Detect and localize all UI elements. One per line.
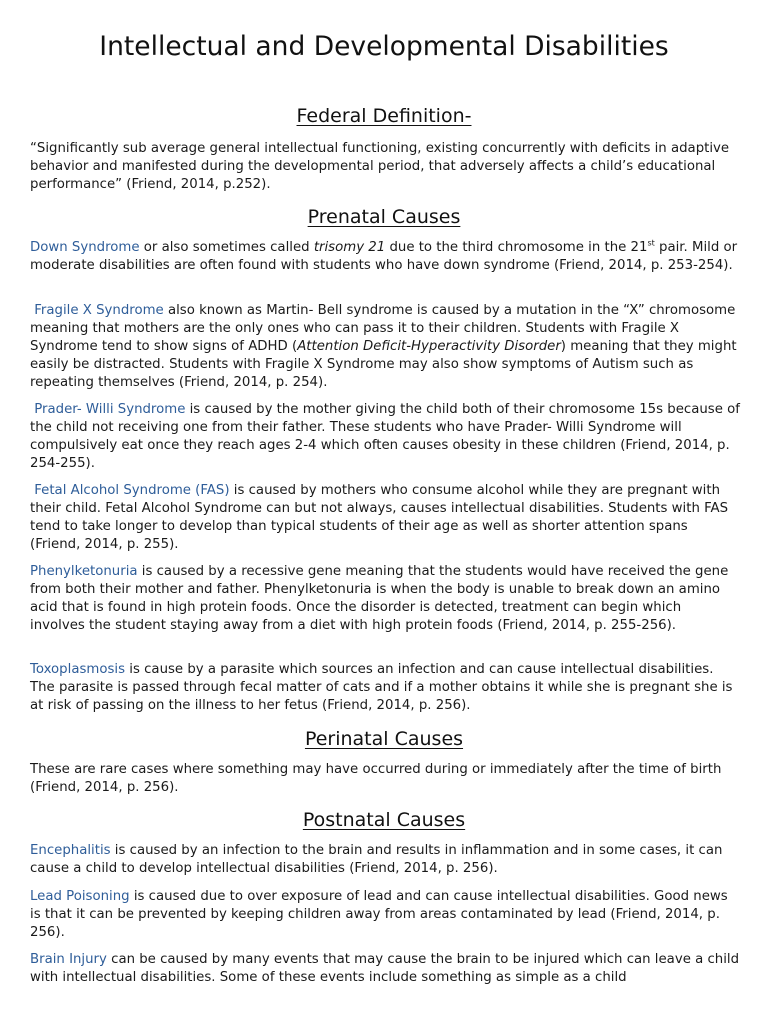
federal-definition-text: “Significantly sub average general intellectual functioning, existing concurrently with deficits in adaptive behavior and manifested during the developmental period, that adversely affects a child’s educational performance” (Friend, 2014, p.252). [30, 141, 730, 192]
fas-term: Fetal Alcohol Syndrome (FAS) [34, 483, 230, 498]
toxoplasmosis-paragraph [30, 661, 740, 715]
brain-injury-text: can be caused by many events that may cause the brain to be injured which can leave a child with intellectual disabilities. Some of these events include something as simple as a child [30, 952, 740, 985]
brain-injury-term: Brain Injury [30, 952, 107, 967]
down-syndrome-text-a: or also sometimes called [139, 240, 314, 255]
federal-definition-heading: Federal Definition- [296, 105, 472, 127]
fragile-x-text-a: also known as Martin- Bell syndrome is caused by a mutation in the “X” chromosome meaning that mothers are the only ones who can pass it to their children. Students with Fragile X Syndrome tend to show signs of ADHD ( [30, 303, 736, 354]
prader-willi-text: is caused by the mother giving the child both of their chromosome 15s because of the child not receiving one from their father. These students who have Prader- Willi Syndrome will compulsively eat once they reach ages 2-4 which often causes obesity in these children (Friend, 2014, p. 254-255). [30, 402, 740, 471]
phenylketonuria-paragraph [30, 563, 740, 635]
fragile-x-text-b: ) meaning that they might easily be distracted. Students with Fragile X Syndrome may also show symptoms of Autism such as repeating themselves (Friend, 2014, p. 254). [30, 339, 737, 390]
perinatal-text: These are rare cases where something may have occurred during or immediately after the time of birth (Friend, 2014, p. 256). [30, 762, 722, 795]
prenatal-causes-heading: Prenatal Causes [307, 206, 461, 228]
lead-poisoning-text: is caused due to over exposure of lead and can cause intellectual disabilities. Good news is that it can be prevented by keeping children away from areas contaminated by lead (Friend, 2014, p. 256). [30, 889, 728, 940]
perinatal-causes-heading: Perinatal Causes [304, 728, 464, 750]
phenylketonuria-text: is caused by a recessive gene meaning that the students would have received the gene from both their mother and father. Phenylketonuria is when the body is unable to break down an amino acid that is found in high protein foods. Once the disorder is detected, treatment can begin which involves the student staying away from a diet with high protein foods (Friend, 2014, p. 255-256). [30, 564, 729, 633]
fragile-x-term: Fragile X Syndrome [34, 303, 164, 318]
document-title: Intellectual and Developmental Disabilities [99, 31, 669, 62]
phenylketonuria-term: Phenylketonuria [30, 564, 138, 579]
trisomy-italic: trisomy 21 [313, 240, 386, 255]
fragile-x-paragraph [30, 302, 740, 392]
toxoplasmosis-term: Toxoplasmosis [30, 662, 126, 677]
encephalitis-term: Encephalitis [30, 843, 111, 858]
ordinal-superscript: st [647, 238, 655, 248]
lead-poisoning-paragraph [30, 888, 740, 942]
encephalitis-text: is caused by an infection to the brain and results in inflammation and in some cases, it can cause a child to develop intellectual disabilities (Friend, 2014, p. 256). [30, 843, 723, 876]
prader-willi-term: Prader- Willi Syndrome [34, 402, 186, 417]
down-syndrome-term: Down Syndrome [30, 240, 140, 255]
down-syndrome-text-b: due to the third chromosome in the 21 [385, 240, 648, 255]
toxoplasmosis-text: is cause by a parasite which sources an infection and can cause intellectual disabilities. The parasite is passed through fecal matter of cats and if a mother obtains it while she is pregnant she is at risk of passing on the illness to her fetus (Friend, 2014, p. 256). [30, 662, 733, 713]
fas-text: is caused by mothers who consume alcohol while they are pregnant with their child. Fetal Alcohol Syndrome can but not always, causes intellectual disabilities. Students with FAS tend to take longer to develop than typical students of their age as well as shorter attention spans (Friend, 2014, p. 255). [30, 483, 729, 552]
prader-willi-paragraph [30, 401, 740, 473]
down-syndrome-text-c: pair. Mild or moderate disabilities are often found with students who have down syndrome (Friend, 2014, p. 253-254). [30, 240, 738, 273]
down-syndrome-paragraph [30, 239, 740, 275]
lead-poisoning-term: Lead Poisoning [30, 889, 130, 904]
brain-injury-paragraph [30, 951, 740, 987]
postnatal-causes-heading: Postnatal Causes [302, 809, 466, 831]
fas-paragraph [30, 482, 740, 554]
adhd-italic: Attention Deficit-Hyperactivity Disorder [297, 339, 561, 354]
encephalitis-paragraph [30, 842, 740, 878]
